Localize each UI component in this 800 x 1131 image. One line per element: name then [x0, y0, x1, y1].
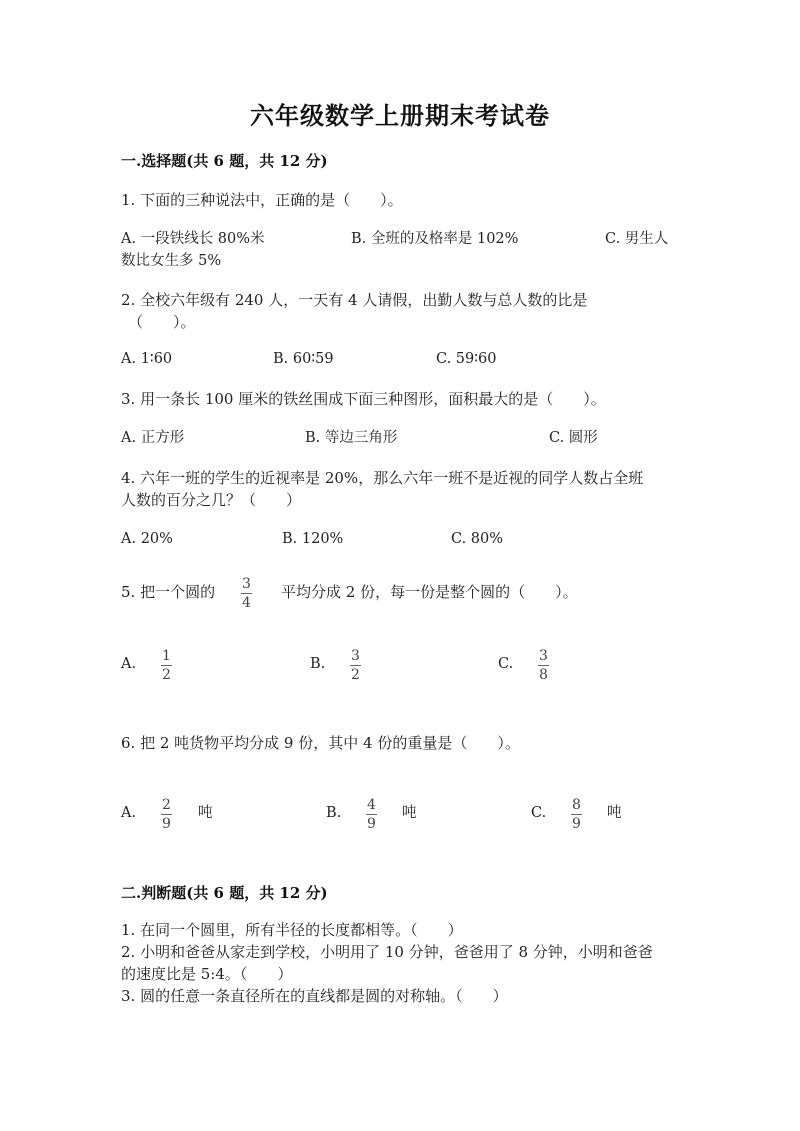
fraction-denominator: 4 — [242, 595, 251, 611]
section-heading-choice: 一.选择题(共 6 题，共 12 分) — [121, 152, 328, 170]
question-5-option-b-fraction — [350, 648, 361, 683]
question-4-text: 4. 六年一班的学生的近视率是 20%，那么六年一班不是近视的同学人数占全班 — [121, 469, 644, 487]
fraction-numerator: 3 — [351, 648, 360, 664]
section-heading-judgement: 二.判断题(共 6 题，共 12 分) — [121, 884, 328, 902]
question-2-text-cont: （ ）。 — [128, 313, 196, 331]
question-5-option-b-label: B. — [310, 656, 326, 672]
question-2-option-a: A. 1∶60 — [121, 351, 173, 367]
judgement-2-text: 2. 小明和爸爸从家走到学校，小明用了 10 分钟，爸爸用了 8 分钟，小明和爸爸 — [121, 943, 653, 961]
question-4-option-b: B. 120% — [282, 531, 344, 547]
question-6-option-a-unit: 吨 — [198, 805, 213, 821]
fraction-denominator: 2 — [351, 667, 360, 683]
question-5-fraction — [241, 576, 252, 611]
judgement-1-text: 1. 在同一个圆里，所有半径的长度都相等。（ ） — [121, 921, 463, 939]
question-6-option-a-label: A. — [121, 805, 137, 821]
fraction-numerator: 4 — [367, 797, 376, 813]
question-6-option-b-label: B. — [326, 805, 342, 821]
question-3-option-a: A. 正方形 — [121, 430, 185, 446]
fraction-numerator: 3 — [539, 648, 548, 664]
question-5-prefix: 5. 把一个圆的 — [121, 583, 216, 601]
fraction-bar — [161, 814, 172, 815]
fraction-denominator: 9 — [572, 816, 581, 832]
question-6-text: 6. 把 2 吨货物平均分成 9 份，其中 4 份的重量是（ ）。 — [121, 734, 520, 752]
fraction-numerator: 2 — [162, 797, 171, 813]
question-5-option-a-fraction — [161, 648, 172, 683]
fraction-bar — [161, 665, 172, 666]
fraction-bar — [571, 814, 582, 815]
question-1-option-a: A. 一段铁线长 80%米 — [121, 231, 265, 247]
fraction-bar — [538, 665, 549, 666]
fraction-numerator: 1 — [162, 648, 171, 664]
question-4-text-cont: 人数的百分之几？（ ） — [121, 491, 302, 509]
question-6-option-c-fraction — [571, 797, 582, 832]
fraction-numerator: 8 — [572, 797, 581, 813]
question-1-option-c: C. 男生人 — [605, 231, 669, 247]
question-4-option-a: A. 20% — [121, 531, 173, 547]
judgement-3-text: 3. 圆的任意一条直径所在的直线都是圆的对称轴。（ ） — [121, 987, 508, 1005]
question-6-option-c-label: C. — [531, 805, 547, 821]
question-6-option-a-fraction — [161, 797, 172, 832]
fraction-numerator: 3 — [242, 576, 251, 592]
fraction-denominator: 2 — [162, 667, 171, 683]
fraction-bar — [241, 593, 252, 594]
question-5-option-c-label: C. — [498, 656, 514, 672]
question-3-option-b: B. 等边三角形 — [305, 430, 398, 446]
fraction-bar — [350, 665, 361, 666]
judgement-2-text-cont: 的速度比是 5:4。（ ） — [121, 965, 293, 983]
question-2-option-c: C. 59∶60 — [436, 351, 497, 367]
question-5-option-a-label: A. — [121, 656, 137, 672]
question-2-text: 2. 全校六年级有 240 人，一天有 4 人请假，出勤人数与总人数的比是 — [121, 291, 588, 309]
question-6-option-c-unit: 吨 — [607, 805, 622, 821]
question-4-option-c: C. 80% — [451, 531, 504, 547]
question-3-option-c: C. 圆形 — [549, 430, 598, 446]
fraction-denominator: 8 — [539, 667, 548, 683]
question-2-option-b: B. 60∶59 — [273, 351, 334, 367]
question-6-option-b-fraction — [366, 797, 377, 832]
page-title: 六年级数学上册期末考试卷 — [250, 101, 550, 130]
question-1-option-c-cont: 数比女生多 5% — [121, 253, 222, 269]
fraction-bar — [366, 814, 377, 815]
question-5-option-c-fraction — [538, 648, 549, 683]
question-1-text: 1. 下面的三种说法中，正确的是（ ）。 — [121, 191, 403, 209]
question-6-option-b-unit: 吨 — [402, 805, 417, 821]
fraction-denominator: 9 — [162, 816, 171, 832]
question-3-text: 3. 用一条长 100 厘米的铁丝围成下面三种图形，面积最大的是（ ）。 — [121, 390, 606, 408]
fraction-denominator: 9 — [367, 816, 376, 832]
question-1-option-b: B. 全班的及格率是 102% — [351, 231, 519, 247]
question-5-suffix: 平均分成 2 份，每一份是整个圆的（ ）。 — [281, 583, 578, 601]
